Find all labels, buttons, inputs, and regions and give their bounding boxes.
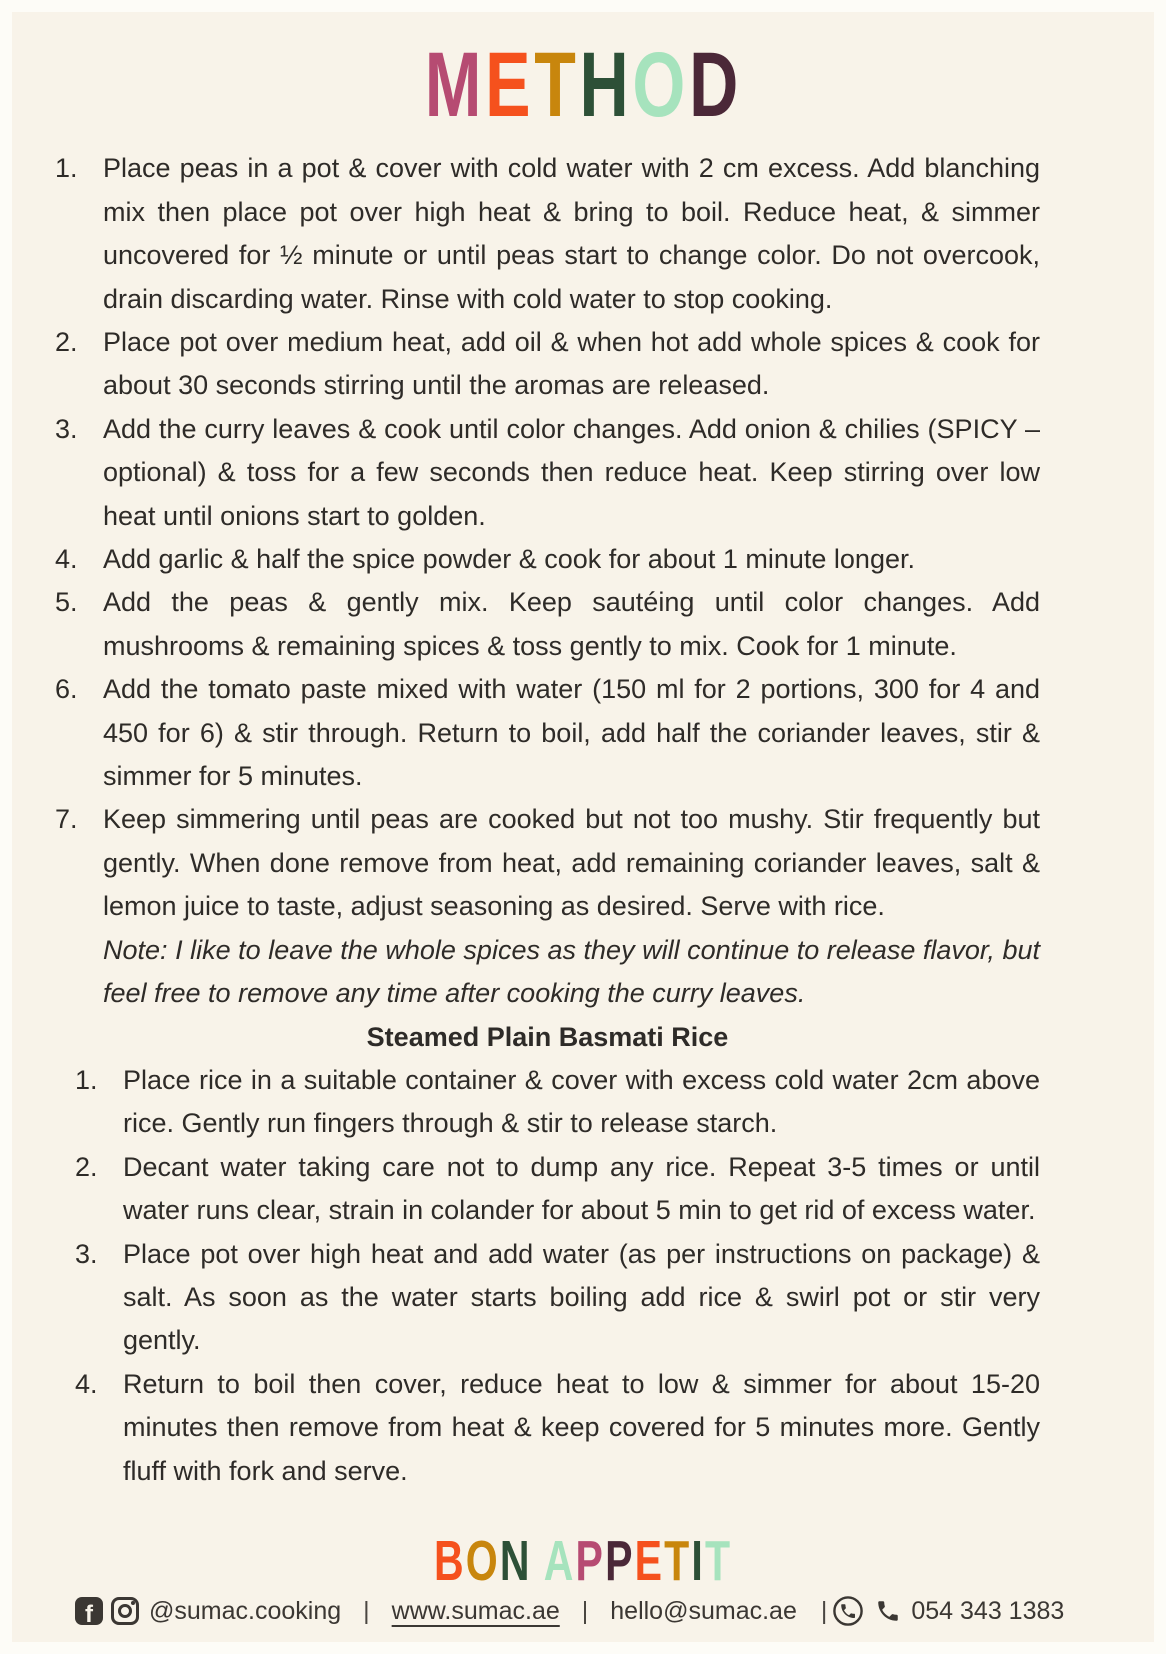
method-steps-list bbox=[55, 147, 1040, 928]
instagram-icon bbox=[111, 1597, 139, 1625]
step-number: 3. bbox=[75, 1238, 98, 1269]
step-number: 4. bbox=[75, 1368, 98, 1399]
bon-appetit-letter: E bbox=[634, 1528, 665, 1593]
step-text: Decant water taking care not to dump any rice. Repeat 3-5 times or until water runs clear, strain in colander for about 5 min to get rid of excess water. bbox=[123, 1151, 1040, 1226]
rice-steps-list bbox=[55, 1059, 1040, 1493]
separator: | bbox=[581, 1596, 589, 1625]
email-text: hello@sumac.ae bbox=[610, 1596, 797, 1625]
title-letter: M bbox=[424, 34, 485, 136]
step-number: 3. bbox=[55, 413, 78, 444]
step-text: Add the peas & gently mix. Keep sautéing until color changes. Add mushrooms & remaining spices & toss gently to mix. Cook for 1 minute. bbox=[103, 587, 1040, 661]
bon-appetit-letter: O bbox=[465, 1528, 500, 1593]
list-item bbox=[75, 1059, 1040, 1146]
note-text: Note: I like to leave the whole spices as they will continue to release flavor, but feel free to remove any time after cooking the curry leaves. bbox=[103, 934, 1040, 1009]
list-item bbox=[55, 798, 1040, 928]
list-item bbox=[55, 538, 1040, 581]
step-number: 2. bbox=[75, 1151, 98, 1182]
list-item bbox=[75, 1363, 1040, 1493]
website-link[interactable]: www.sumac.ae bbox=[391, 1596, 560, 1625]
bon-appetit-letter: P bbox=[604, 1528, 635, 1593]
bon-appetit-letter: T bbox=[704, 1528, 733, 1593]
list-item bbox=[55, 408, 1040, 538]
separator: | bbox=[820, 1596, 828, 1625]
step-text: Place pot over high heat and add water (as per instructions on package) & salt. As soon as the water starts boiling add rice & swirl pot or stir very gently. bbox=[123, 1238, 1040, 1356]
step-text: Return to boil then cover, reduce heat to low & simmer for about 15-20 minutes then remove from heat & keep covered for 5 minutes more. Gently fluff with fork and serve. bbox=[123, 1368, 1040, 1486]
bon-appetit-letters bbox=[433, 1528, 733, 1593]
step-number: 2. bbox=[55, 327, 78, 358]
step-number: 5. bbox=[55, 587, 78, 618]
list-item bbox=[75, 1233, 1040, 1363]
list-item bbox=[55, 581, 1040, 668]
bon-appetit-letter: T bbox=[664, 1528, 692, 1593]
rice-section-heading: Steamed Plain Basmati Rice bbox=[366, 1021, 729, 1052]
bon-appetit-letter: B bbox=[433, 1528, 466, 1593]
list-item bbox=[55, 147, 1040, 321]
step-number: 4. bbox=[55, 544, 78, 575]
step-text: Add the curry leaves & cook until color changes. Add onion & chilies (SPICY – optional) & toss for a few seconds then reduce heat. Keep stirring over low heat until onions start to golden. bbox=[103, 413, 1040, 531]
step-text: Keep simmering until peas are cooked but not too mushy. Stir frequently but gently. When done remove from heat, add remaining coriander leaves, salt & lemon juice to taste, adjust seasoning as desired. Serve with rice. bbox=[103, 804, 1040, 922]
step-number: 7. bbox=[55, 804, 78, 835]
list-item bbox=[55, 321, 1040, 408]
social-handle: @sumac.cooking bbox=[149, 1596, 342, 1625]
title-letter: H bbox=[579, 34, 633, 136]
step-text: Place pot over medium heat, add oil & when hot add whole spices & cook for about 30 seconds stirring until the aromas are released. bbox=[103, 327, 1040, 401]
facebook-icon: f bbox=[75, 1597, 103, 1625]
bon-appetit-letter: P bbox=[575, 1528, 605, 1593]
footer bbox=[75, 1594, 1064, 1628]
step-number: 6. bbox=[55, 674, 78, 705]
phone-number: 054 343 1383 bbox=[911, 1596, 1065, 1625]
page-title bbox=[12, 34, 1154, 136]
title-letter: D bbox=[688, 34, 742, 136]
whatsapp-icon bbox=[831, 1594, 865, 1628]
step-text: Place peas in a pot & cover with cold water with 2 cm excess. Add blanching mix then place pot over high heat & bring to boil. Reduce heat, & simmer uncovered for ½ minute or until peas start to change color. Do not overcook, drain discarding water. Rinse with cold water to stop cooking. bbox=[103, 153, 1040, 314]
title-letter: T bbox=[533, 34, 580, 136]
title-letter: O bbox=[632, 34, 689, 136]
title-letter: E bbox=[484, 34, 534, 136]
bon-appetit-letter bbox=[532, 1529, 544, 1593]
separator: | bbox=[363, 1596, 370, 1625]
step-text: Place rice in a suitable container & cover with excess cold water 2cm above rice. Gently run fingers through & stir to release starch. bbox=[123, 1064, 1040, 1139]
step-number: 1. bbox=[75, 1064, 98, 1095]
bon-appetit-letter: A bbox=[543, 1528, 576, 1593]
phone-icon bbox=[875, 1598, 901, 1624]
bon-appetit-letter: I bbox=[691, 1528, 705, 1593]
step-number: 1. bbox=[55, 153, 78, 184]
method-title bbox=[424, 34, 742, 136]
list-item bbox=[75, 1146, 1040, 1233]
list-item bbox=[55, 668, 1040, 798]
bon-appetit-letter: N bbox=[499, 1528, 532, 1593]
step-text: Add garlic & half the spice powder & cook for about 1 minute longer. bbox=[103, 544, 915, 575]
bon-appetit-title bbox=[12, 1528, 1154, 1593]
method-content bbox=[55, 147, 1040, 1493]
step-text: Add the tomato paste mixed with water (150 ml for 2 portions, 300 for 4 and 450 for 6) & stir through. Return to boil, add half the coriander leaves, stir & simmer for 5 minutes. bbox=[103, 674, 1040, 792]
